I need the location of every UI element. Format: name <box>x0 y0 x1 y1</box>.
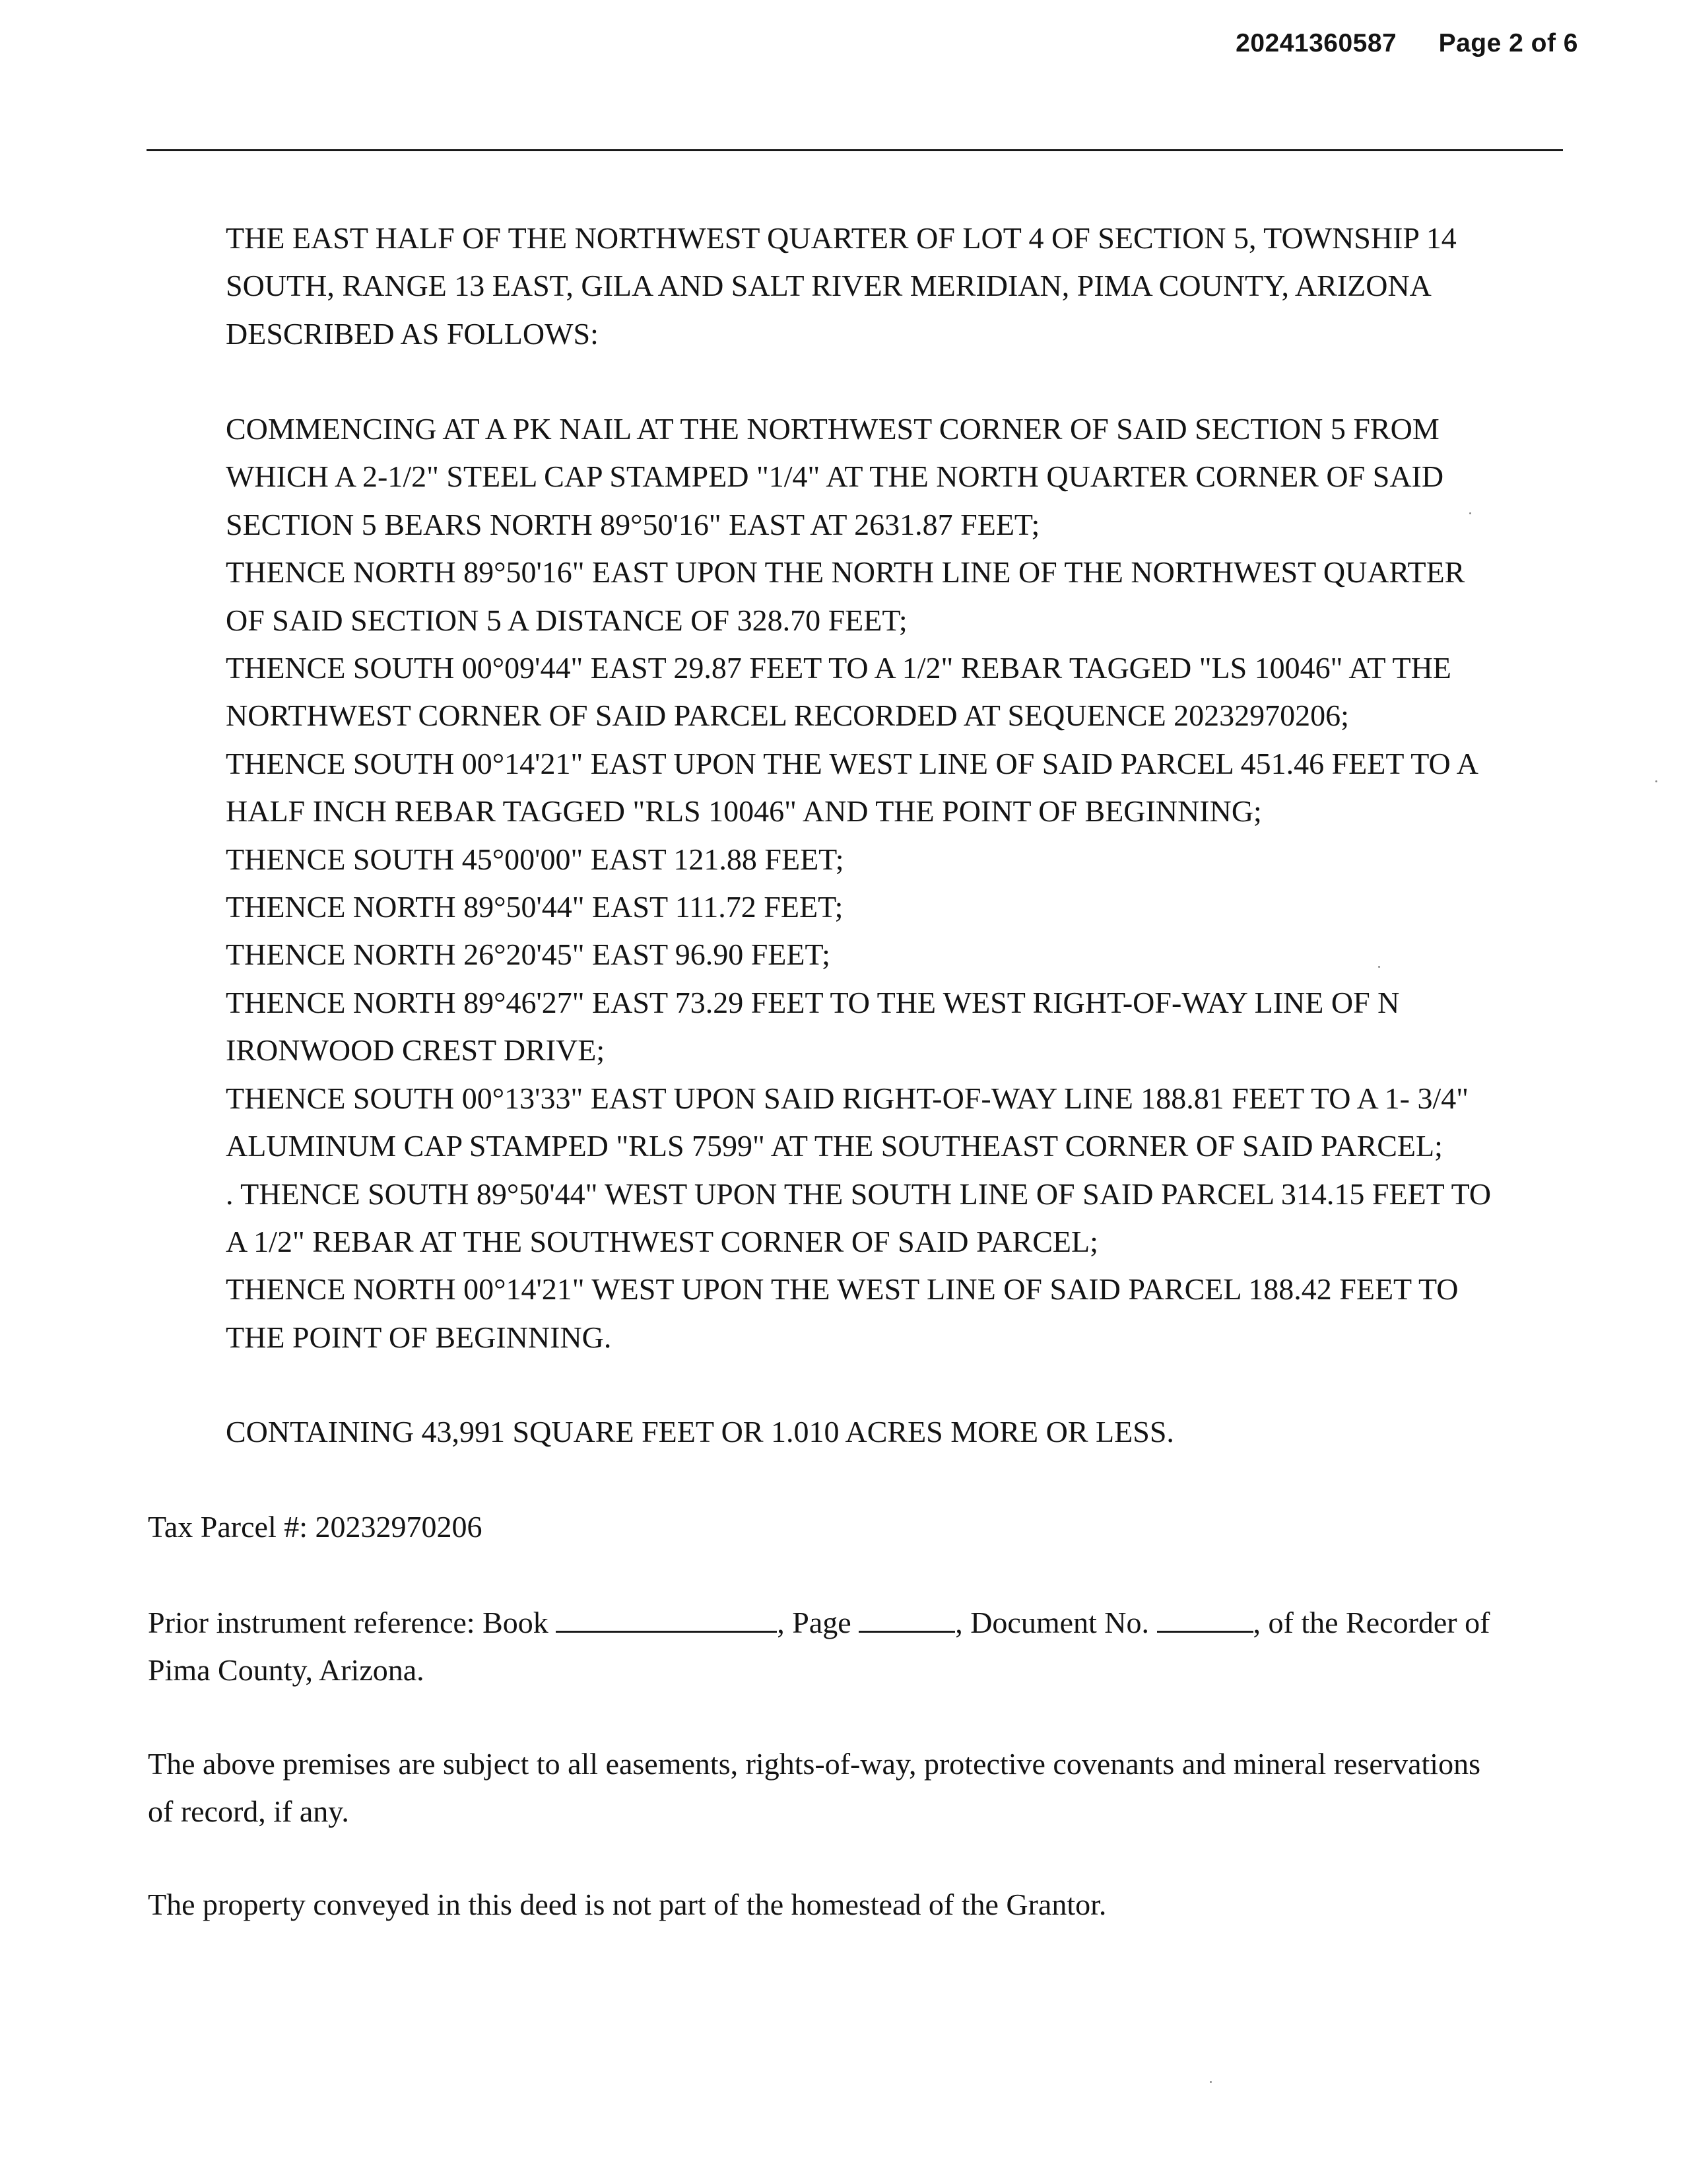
course-line: IRONWOOD CREST DRIVE; <box>226 1033 605 1068</box>
containing-line: CONTAINING 43,991 SQUARE FEET OR 1.010 ACRES MORE OR LESS. <box>226 1415 1174 1449</box>
book-blank <box>556 1606 777 1633</box>
course-line: ALUMINUM CAP STAMPED "RLS 7599" AT THE SOUTHEAST CORNER OF SAID PARCEL; <box>226 1129 1443 1163</box>
scan-speck <box>1655 780 1657 782</box>
course-line: THENCE NORTH 89°50'44" EAST 111.72 FEET; <box>226 890 844 924</box>
scan-speck <box>1378 966 1380 968</box>
course-line: HALF INCH REBAR TAGGED "RLS 10046" AND THE POINT OF BEGINNING; <box>226 794 1262 829</box>
document-blank <box>1157 1606 1253 1633</box>
course-line: THENCE SOUTH 45°00'00" EAST 121.88 FEET; <box>226 842 844 876</box>
course-line: THENCE NORTH 89°50'16" EAST UPON THE NORTH LINE OF THE NORTHWEST QUARTER <box>226 555 1465 590</box>
course-line: THENCE NORTH 89°46'27" EAST 73.29 FEET TO THE WEST RIGHT-OF-WAY LINE OF N <box>226 985 1400 1019</box>
recorder-label: , of the Recorder of <box>1253 1606 1490 1639</box>
tax-parcel <box>148 1503 482 1551</box>
course-line: THENCE SOUTH 00°14'21" EAST UPON THE WEST LINE OF SAID PARCEL 451.46 FEET TO A <box>226 746 1478 780</box>
course-line: WHICH A 2-1/2" STEEL CAP STAMPED "1/4" AT THE NORTH QUARTER CORNER OF SAID <box>226 460 1444 494</box>
easements-paragraph <box>148 1740 1480 1836</box>
course-line: THENCE SOUTH 00°13'33" EAST UPON SAID RIGHT-OF-WAY LINE 188.81 FEET TO A 1- 3/4" <box>226 1081 1469 1115</box>
course-line: SECTION 5 BEARS NORTH 89°50'16" EAST AT 2631.87 FEET; <box>226 507 1040 541</box>
homestead-statement <box>148 1881 1106 1928</box>
easements-line: The above premises are subject to all easements, rights-of-way, protective covenants and mineral reservations <box>148 1747 1480 1781</box>
page-blank <box>859 1606 955 1633</box>
prior-instrument-line-2: Pima County, Arizona. <box>148 1653 424 1688</box>
header-divider <box>147 149 1563 151</box>
course-line: THENCE NORTH 26°20'45" EAST 96.90 FEET; <box>226 938 830 972</box>
book-label: Prior instrument reference: Book <box>148 1606 548 1639</box>
prior-instrument-reference <box>148 1599 1490 1695</box>
scan-speck <box>1469 512 1471 514</box>
page-header <box>1236 29 1578 58</box>
easements-line: of record, if any. <box>148 1794 349 1829</box>
document-number: 20241360587 <box>1236 29 1397 57</box>
homestead-line: The property conveyed in this deed is not part of the homestead of the Grantor. <box>148 1888 1107 1921</box>
legal-description-intro <box>226 215 1457 358</box>
intro-line: DESCRIBED AS FOLLOWS: <box>226 316 599 351</box>
scan-speck <box>1210 2081 1212 2083</box>
prior-instrument-line <box>148 1599 1490 1647</box>
course-line: NORTHWEST CORNER OF SAID PARCEL RECORDED AT SEQUENCE 20232970206; <box>226 699 1349 733</box>
intro-line: THE EAST HALF OF THE NORTHWEST QUARTER OF LOT 4 OF SECTION 5, TOWNSHIP 14 <box>226 221 1457 255</box>
intro-line: SOUTH, RANGE 13 EAST, GILA AND SALT RIVER MERIDIAN, PIMA COUNTY, ARIZONA <box>226 269 1432 303</box>
legal-description-courses <box>226 405 1491 1361</box>
course-line: A 1/2" REBAR AT THE SOUTHWEST CORNER OF SAID PARCEL; <box>226 1224 1098 1258</box>
course-line: THE POINT OF BEGINNING. <box>226 1320 612 1354</box>
course-line: THENCE NORTH 00°14'21" WEST UPON THE WEST LINE OF SAID PARCEL 188.42 FEET TO <box>226 1272 1459 1307</box>
page-indicator: Page 2 of 6 <box>1438 29 1578 57</box>
document-label: , Document No. <box>955 1606 1150 1639</box>
area-statement <box>226 1408 1174 1456</box>
course-line: COMMENCING AT A PK NAIL AT THE NORTHWEST CORNER OF SAID SECTION 5 FROM <box>226 412 1440 446</box>
course-line: THENCE SOUTH 00°09'44" EAST 29.87 FEET TO A 1/2" REBAR TAGGED "LS 10046" AT THE <box>226 651 1451 685</box>
course-line: . THENCE SOUTH 89°50'44" WEST UPON THE SOUTH LINE OF SAID PARCEL 314.15 FEET TO <box>226 1177 1492 1211</box>
page-label: , Page <box>777 1606 851 1639</box>
tax-parcel-line: Tax Parcel #: 20232970206 <box>148 1510 482 1544</box>
course-line: OF SAID SECTION 5 A DISTANCE OF 328.70 FEET; <box>226 603 908 637</box>
